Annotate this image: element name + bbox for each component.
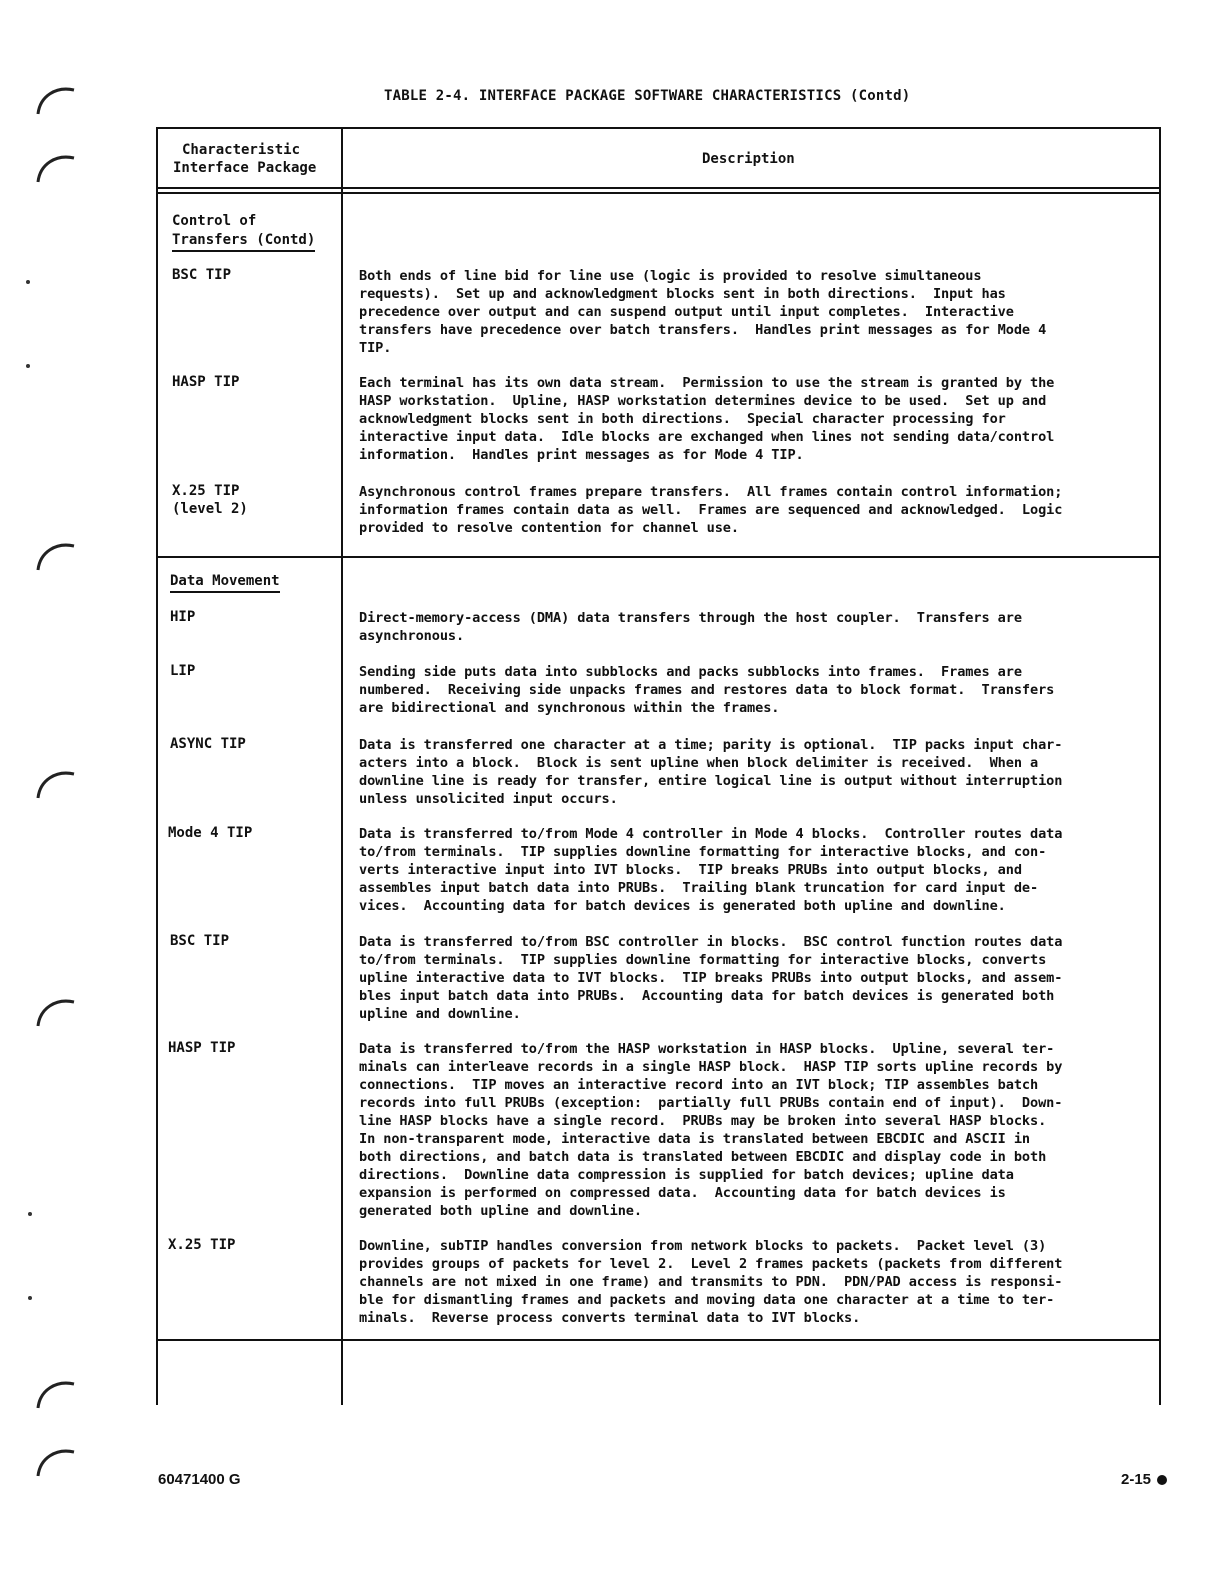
header-rule-1 [157, 187, 1161, 189]
table-title: TABLE 2-4. INTERFACE PACKAGE SOFTWARE CHARACTERISTICS (Contd) [384, 88, 911, 104]
section-divider [157, 556, 1161, 558]
row-description: Data is transferred to/from BSC controller in blocks. BSC control function routes data to/from terminals. TIP supplies downline formatting for interactive blocks, converts upline interactive data to IVT blocks. TIP breaks PRUBs into output blocks, and assem- bles input batch data into PRUBs. Accounting data for batch devices is generated both upline and downline. [359, 934, 1063, 1022]
row-description: Asynchronous control frames prepare transfers. All frames contain control information; information frames contain data as well. Frames are sequenced and acknowledged. Logic provided to resolve contention for channel use. [359, 484, 1063, 536]
row-description: Each terminal has its own data stream. Permission to use the stream is granted by the HASP workstation. Upline, HASP workstation determines device to be used. Set up and acknowledgment blocks sent in both directions. Special character processing for interactive input data. Idle blocks are exchanged when lines not sending data/control information. Handles print messages as for Mode 4 TIP. [359, 375, 1055, 463]
binder-hole-icon [34, 1446, 78, 1480]
binder-hole-icon [34, 540, 78, 574]
header-rule-2 [157, 192, 1161, 194]
row-description: Sending side puts data into subblocks and packs subblocks into frames. Frames are numbered. Receiving side unpacks frames and restores data to block format. Transfers are bidirectional and synchronous within the frames. [359, 664, 1055, 716]
document-number: 60471400 G [158, 1471, 241, 1488]
scan-speck [28, 1296, 32, 1300]
scan-speck [28, 1212, 32, 1216]
scan-speck [26, 280, 30, 284]
row-label: HASP TIP [168, 1040, 236, 1056]
table-top-rule [157, 127, 1161, 129]
row-label: X.25 TIP [168, 1237, 236, 1253]
section-heading-control: Control of [172, 213, 257, 229]
table-left-border [156, 127, 158, 1405]
row-label: BSC TIP [172, 267, 232, 283]
row-label: Mode 4 TIP [168, 825, 253, 841]
binder-hole-icon [34, 152, 78, 186]
row-description: Data is transferred to/from the HASP workstation in HASP blocks. Upline, several ter- minals can interleave records in a single HASP block. HASP TIP sorts upline records by connections. TIP moves an interactive record into an IVT block; TIP assembles batch records into full PRUBs (exception: partially full PRUBs contain end of input). Down- line HASP blocks have a single record. PRUBs may be broken into several HASP blocks. In non-transparent mode, interactive data is translated between EBCDIC and ASCII in both directions, and batch data is translated between EBCDIC and display code in both directions. Downline data compression is supplied for batch devices; upline data expansion is performed on compressed data. Accounting data for batch devices is generated both upline and downline. [359, 1041, 1063, 1219]
row-description: Data is transferred one character at a time; parity is optional. TIP packs input char- acters into a block. Block is sent upline when block delimiter is received. When a downline line is ready for transfer, entire logical line is output without interruption unless unsolicited input occurs. [359, 737, 1063, 807]
scan-speck [26, 364, 30, 368]
row-description: Data is transferred to/from Mode 4 controller in Mode 4 blocks. Controller routes data to/from terminals. TIP supplies downline formatting for interactive blocks, and con- verts interactive input into IVT blocks. TIP breaks PRUBs into output blocks, and assembles input batch data into PRUBs. Trailing blank truncation for card input de- vices. Accounting data for batch devices is generated both upline and downline. [359, 826, 1063, 914]
row-label: HIP [170, 609, 196, 625]
column-divider [341, 127, 343, 1405]
row-label: LIP [170, 663, 196, 679]
row-label-secondary: (level 2) [172, 501, 248, 517]
row-description: Both ends of line bid for line use (logic is provided to resolve simultaneous requests). Set up and acknowledgment blocks sent in both directions. Input has precedence over output and can suspend output until input completes. Interactive transfers have precedence over batch transfers. Handles print messages as for Mode 4 TIP. [359, 268, 1047, 356]
row-label: HASP TIP [172, 374, 240, 390]
header-characteristic: Characteristic [182, 142, 301, 158]
binder-hole-icon [34, 768, 78, 802]
row-label: BSC TIP [170, 933, 230, 949]
row-label: ASYNC TIP [170, 736, 246, 752]
table-bottom-rule [157, 1339, 1161, 1341]
header-interface-package: Interface Package [173, 160, 317, 176]
binder-hole-icon [34, 84, 78, 118]
page-number-block [1121, 1471, 1167, 1488]
row-description: Direct-memory-access (DMA) data transfers through the host coupler. Transfers are asynchronous. [359, 610, 1022, 644]
section-heading-data-movement: Data Movement [170, 572, 280, 593]
row-label: X.25 TIP [172, 483, 240, 499]
binder-hole-icon [34, 1378, 78, 1412]
bullet-icon [1157, 1475, 1167, 1485]
section-heading-transfers: Transfers (Contd) [172, 231, 315, 252]
row-description: Downline, subTIP handles conversion from network blocks to packets. Packet level (3) provides groups of packets for level 2. Level 2 frames packets (packets from different channels are not mixed in one frame) and transmits to PDN. PDN/PAD access is responsi- ble for dismantling frames and packets and moving data one character at a time to ter- minals. Reverse process converts terminal data to IVT blocks. [359, 1238, 1063, 1326]
header-description: Description [702, 151, 795, 167]
table-right-border [1159, 127, 1161, 1405]
page-number: 2-15 [1121, 1471, 1152, 1488]
binder-hole-icon [34, 996, 78, 1030]
